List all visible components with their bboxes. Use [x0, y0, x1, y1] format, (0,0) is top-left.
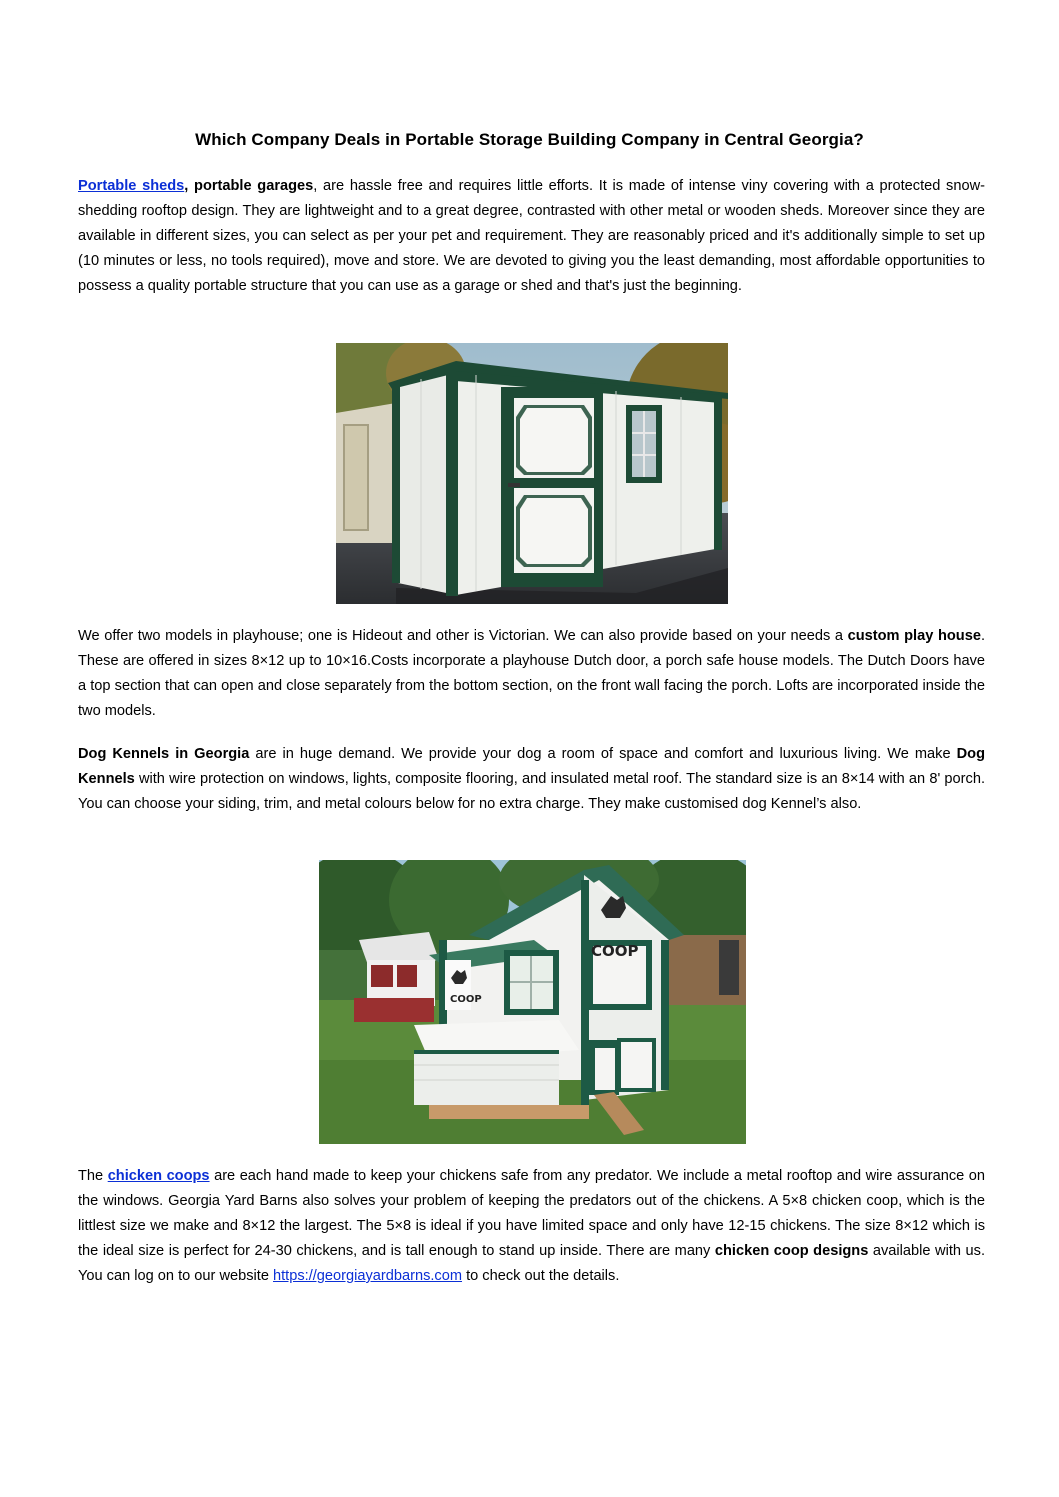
coop-sign-small: COOP: [450, 994, 482, 1005]
paragraph-text: to check out the details.: [462, 1268, 620, 1284]
paragraph-text: , are hassle free and requires little efforts. It is made of intense viny covering with a protected snow-shedding rooftop design. They are lightweight and to a great degree, contrasted with other metal or wooden sheds. Moreover since they are available in different sizes, you can select as per your pet and requirement. They are reasonably priced and it's additionally simple to set up (10 minutes or less, no tools required), move and store. We are devoted to giving you the least demanding, most affordable opportunities to possess a quality portable structure that you can use as a garage or shed and that's just the beginning.: [78, 178, 985, 294]
paragraph-dog-kennels: [78, 742, 985, 817]
chicken-coop-designs-bold: chicken coop designs: [714, 1243, 869, 1259]
portable-shed-photo: [336, 343, 728, 604]
dog-kennels-bold: Dog Kennels: [78, 746, 985, 787]
paragraph-text: We offer two models in playhouse; one is Hideout and other is Victorian. We can also provide based on your needs a: [78, 628, 848, 644]
paragraph-text: available with us. You can log on to our website: [78, 1243, 985, 1284]
custom-play-house-bold: custom play house: [847, 628, 981, 644]
portable-garages-bold: portable garages: [194, 178, 314, 194]
chicken-coops-link[interactable]: chicken coops: [107, 1168, 210, 1184]
coop-sign-large: COOP: [591, 942, 639, 960]
dog-kennels-georgia-bold: Dog Kennels in Georgia: [78, 746, 250, 762]
paragraph-playhouse: [78, 624, 985, 724]
paragraph-text: . These are offered in sizes 8×12 up to 10×16.Costs incorporate a playhouse Dutch door, a porch safe house models. The Dutch Doors have a top section that can open and close separately from the bottom section, on the front wall facing the porch. Lofts are incorporated inside the two models.: [78, 628, 985, 719]
portable-sheds-link[interactable]: Portable sheds: [78, 178, 185, 194]
paragraph-text: with wire protection on windows, lights, composite flooring, and insulated metal roof. The standard size is an 8×14 with an 8' porch. You can choose your siding, trim, and metal colours below for no extra charge. They make customised dog Kennel’s also.: [78, 771, 985, 812]
paragraph-text: are each hand made to keep your chickens safe from any predator. We include a metal rooftop and wire assurance on the windows. Georgia Yard Barns also solves your problem of keeping the predators out of the chickens. A 5×8 chicken coop, which is the littlest size we make and 8×12 the largest. The 5×8 is ideal if you have limited space and only have 12-15 chickens. The size 8×12 which is the ideal size is perfect for 24-30 chickens, and is tall enough to stand up inside. There are many: [78, 1168, 986, 1259]
page-title: Which Company Deals in Portable Storage Building Company in Central Georgia?: [195, 130, 864, 149]
paragraph-text: The: [78, 1168, 108, 1184]
paragraph-chicken-coops: [78, 1164, 985, 1289]
paragraph-portable-sheds: [78, 174, 985, 299]
paragraph-text: are in huge demand. We provide your dog a room of space and comfort and luxurious living. We make: [249, 746, 957, 762]
comma: ,: [184, 178, 189, 194]
website-link[interactable]: https://georgiayardbarns.com: [273, 1268, 463, 1284]
chicken-coop-photo: [319, 860, 746, 1144]
